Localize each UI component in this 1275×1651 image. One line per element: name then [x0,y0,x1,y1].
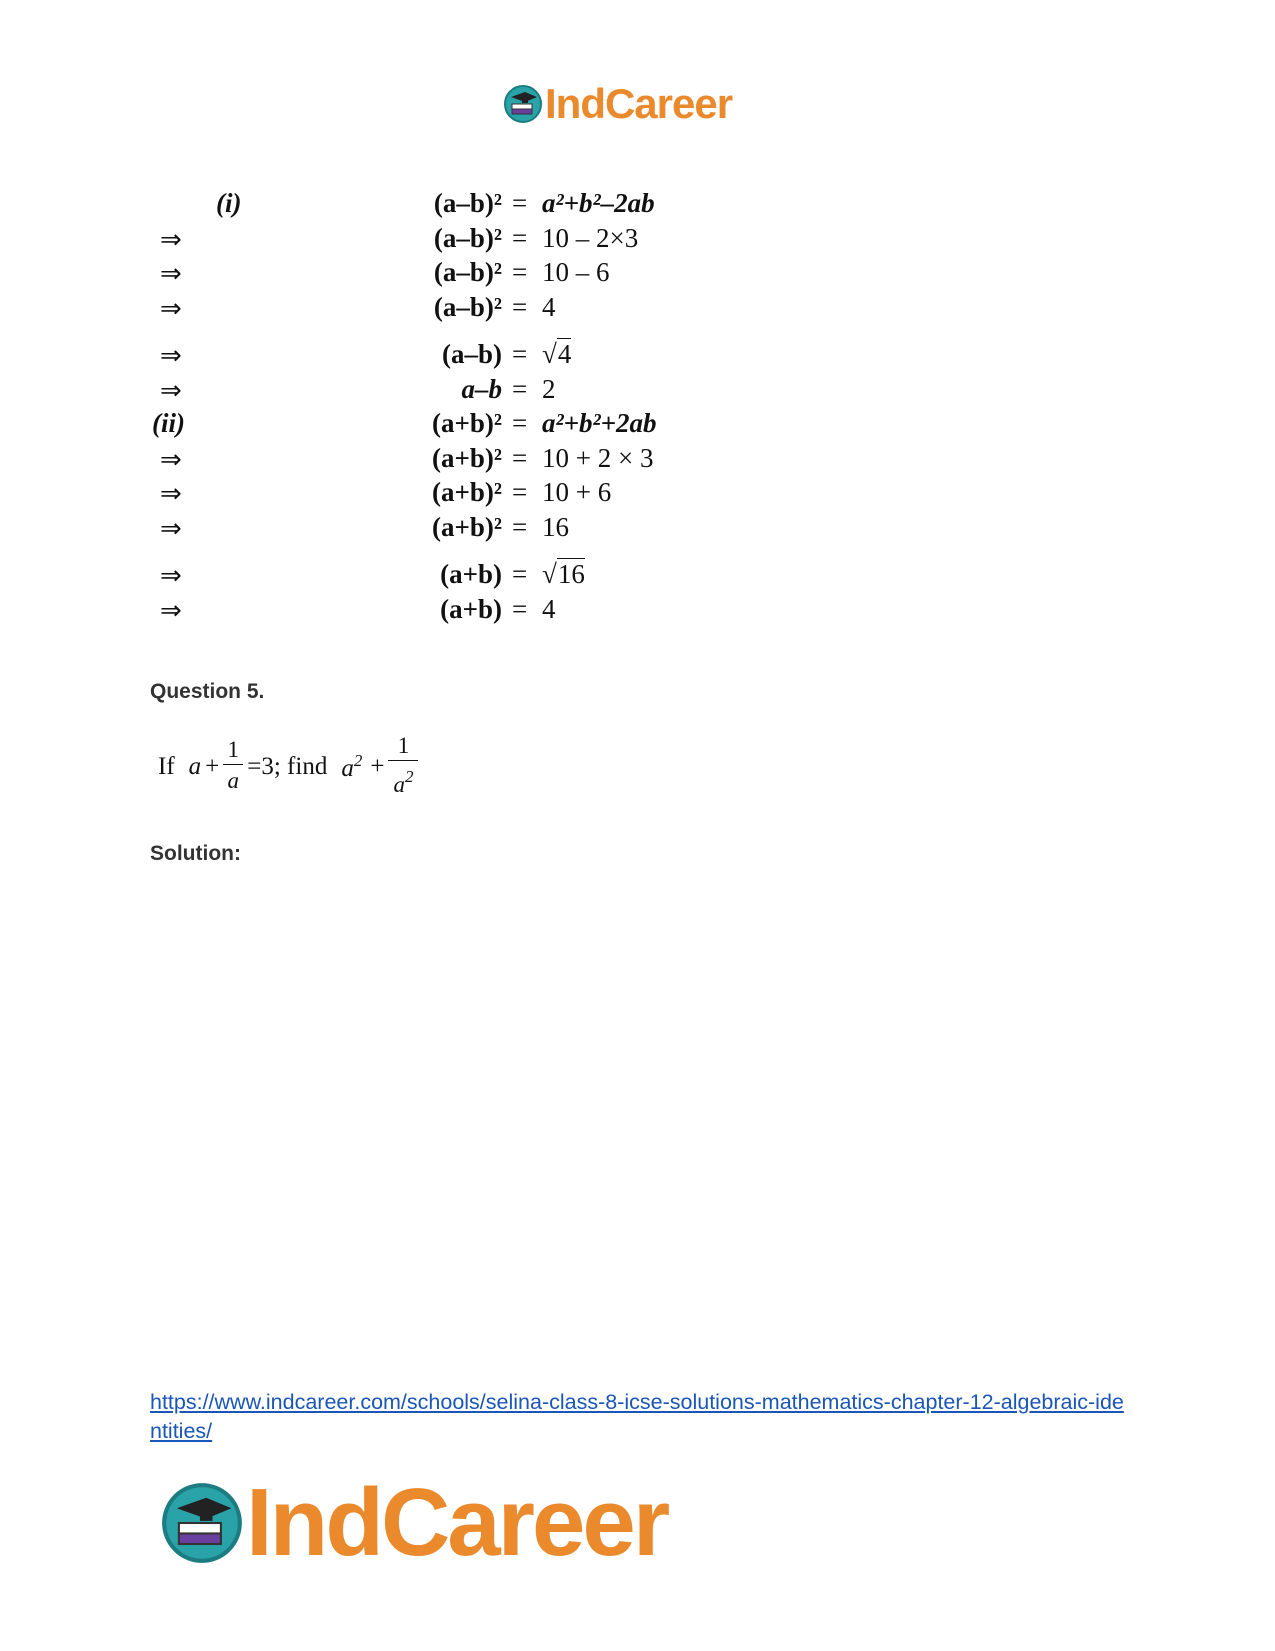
math-lhs: (a+b) [440,593,502,624]
equals-sign: = [512,408,528,438]
equals-sign: = [512,257,528,287]
math-rhs: 4 [542,593,556,624]
implies-arrow: ⇒ [160,341,182,370]
math-rhs: a²+b²–2ab [542,188,655,218]
equals-sign: = [512,188,528,218]
implies-arrow: ⇒ [160,595,182,625]
equals-sign: = [512,511,528,542]
math-lhs: (a–b)² [433,257,502,287]
fraction-denominator [393,761,413,801]
math-lhs: (a+b)² [432,511,502,542]
math-lhs: (a–b) [442,339,502,369]
question-var-a2-base: a [341,754,354,782]
fraction-denominator: a [227,768,240,793]
question-text-if: If [158,752,175,780]
question-equation [158,732,422,801]
footer-logo [160,1468,667,1578]
question-var-a-squared [341,751,362,783]
math-lhs: a–b [461,373,502,404]
part-label-ii: (ii) [152,408,185,438]
sqrt-radicand: 16 [557,559,585,589]
question-exponent: 2 [353,750,363,770]
question-plus-2: + [370,752,385,780]
math-lhs: (a–b)² [433,291,502,322]
implies-arrow: ⇒ [160,444,182,474]
question-text-eq: =3; find [247,752,328,780]
equals-sign: = [512,222,528,253]
math-lhs: (a+b)² [432,442,502,473]
graduation-cap-books-icon [160,1481,244,1565]
math-rhs: a²+b²+2ab [542,408,657,438]
math-rhs: 2 [542,373,556,404]
math-rhs: √16 [542,559,585,589]
fraction-den-base: a [393,772,405,797]
implies-arrow: ⇒ [160,375,182,405]
implies-arrow: ⇒ [160,479,182,508]
header-logo [503,80,732,128]
math-lhs: (a–b)² [433,222,502,253]
logo-text: IndCareer [246,1469,668,1576]
fraction-numerator: 1 [397,733,410,758]
logo-text: IndCareer [545,80,733,127]
question-var-a: a [188,752,202,780]
equals-sign: = [512,291,528,322]
equals-sign: = [512,373,528,404]
question-plus: + [205,752,220,780]
equals-sign: = [512,339,528,369]
implies-arrow: ⇒ [160,259,182,288]
solution-heading: Solution: [150,842,241,865]
fraction-den-exponent: 2 [404,767,414,786]
math-rhs: 10 – 2×3 [542,222,639,253]
fraction-one-over-a [223,736,243,797]
graduation-cap-books-icon [503,84,543,124]
fraction-numerator: 1 [227,737,240,762]
math-rhs: 4 [542,291,556,322]
math-lhs: (a+b)² [432,408,502,438]
math-rhs: 10 + 2 × 3 [542,442,654,473]
math-rhs: 10 + 6 [542,477,612,507]
implies-arrow: ⇒ [160,224,182,254]
implies-arrow: ⇒ [160,513,182,543]
implies-arrow: ⇒ [160,293,182,323]
math-rhs: 10 – 6 [542,257,610,287]
source-link[interactable]: https://www.indcareer.com/schools/selina-class-8-icse-solutions-mathematics-chapter-12-algebraic-identities/ [150,1390,1124,1443]
equals-sign: = [512,559,528,589]
math-lhs: (a–b)² [433,188,502,218]
math-rhs: √4 [542,339,572,369]
sqrt-radicand: 4 [557,339,572,369]
fraction-one-over-a-squared [388,732,418,801]
implies-arrow: ⇒ [160,561,182,590]
math-lhs: (a+b)² [432,477,502,507]
math-lhs: (a+b) [440,559,502,589]
equals-sign: = [512,477,528,507]
equals-sign: = [512,593,528,624]
question-heading: Question 5. [150,680,265,703]
equals-sign: = [512,442,528,473]
part-label-i: (i) [216,188,242,218]
math-rhs: 16 [542,511,569,542]
